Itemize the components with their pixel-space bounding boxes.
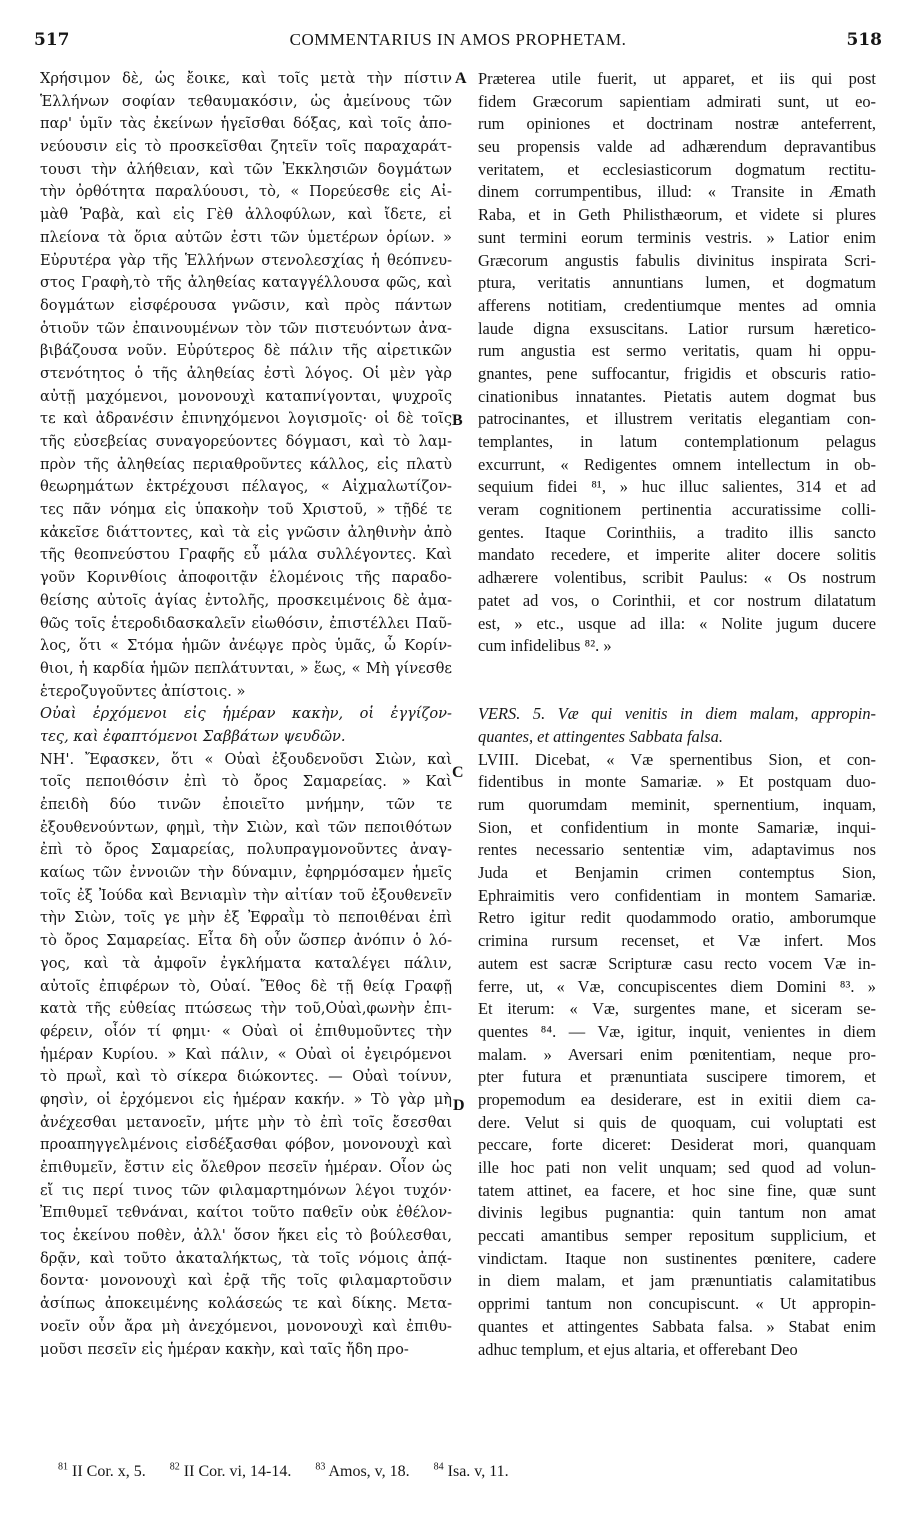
latin-text-line: rum quorumdam meminit, spernentium, inquam, [478,795,876,814]
page-number-right: 518 [846,30,882,50]
greek-text-line: νοεῖν οὖν ἄρα μὴ ἀνεχόμενοι, μονονουχὶ καὶ ἐπιθυ- [40,1317,452,1335]
latin-text-line: ille hoc pati non velit unquam; sed quod ad volun- [478,1158,876,1177]
latin-text-line: peccare, forte diceret: Desiderat mori, quanquam [478,1135,876,1155]
greek-text-line: κατὰ τῆς εὐθείας πτώσεως τὴν τοῦ,Οὐαὶ,φωνὴν ἐπι- [40,1000,452,1018]
section-marker-a: A [455,70,467,87]
greek-text-line: ἐξουθενούντων, φημὶ, τὴν Σιὼν, καὶ τῶν πεποιθότων [40,818,452,836]
greek-text-line: ἐπειδὴ δύο τινῶν ἐποιεῖτο μνήμην, τῶν τε [40,796,452,813]
greek-text-line: Χρήσιμον δὲ, ὡς ἔοικε, καὶ τοῖς μετὰ τὴν πίστιν [40,70,452,87]
greek-text-line: κἀκεῖσε διάττοντες, καὶ τὰ εἰς γνῶσιν ἀληθινὴν ἀπὸ [40,523,452,541]
latin-text-line: propemodum ea desiderare, est in exitii diem ca- [478,1089,876,1109]
latin-text-line: dere. Velut si quis de quoquam, cui voluptati est [478,1112,876,1132]
greek-text-line: Εὐρυτέρα γὰρ τῆς Ἑλλήνων στενολεσχίας ἡ θεόπνευ- [40,251,452,269]
latin-text-line: vindictam. Itaque non sustinentes pœnitere, cadere [478,1248,876,1268]
latin-text-line: adhærere volentibus, scribit Paulus: « Os nostrum [478,568,876,588]
greek-text-line: ἐπιθυμεῖν, ἔστιν εἰς ὄλεθρον πεσεῖν ἡμέραν. Οἷον ὡς [40,1159,452,1176]
footnote-reference: II Cor. x, 5. [72,1463,146,1481]
greek-text-line: Ἐπιθυμεῖ τεθνάναι, καίτοι τοῦτο παθεῖν οὐκ ἐθέλον- [40,1204,452,1222]
latin-text-line: seu propensis valde ad adhærendum depravantibus [478,137,876,157]
latin-text-line: est, » etc., usque ad illa: « Nolite jugum ducere [478,613,876,633]
greek-text-line: τῆς θεοπνεύστου Γραφῆς εὖ μάλα συλλέγοντες. Καὶ [40,546,452,564]
latin-text-line: opprimi tantum non concupiscunt. « Ut appropin- [478,1294,876,1314]
greek-text-line: νεύουσιν εἰς τὸ προσκεῖσθαι ζητεῖν τοῖς παραχαράτ- [40,138,452,156]
latin-text-line: fidentibus in monte Samariæ. » Et postquam duo- [478,772,876,792]
latin-text-line: pter futura et prænuntiata suscipere timorem, et [478,1067,876,1087]
latin-text-line: ptura, veritatis annuntians lumen, et dogmatum [478,273,876,293]
greek-text-line: λος, ὅτι « Στόμα ἡμῶν ἀνέῳγε πρὸς ὑμᾶς, ὦ Κορίν- [40,637,452,655]
latin-text-line: quantes, et attingentes Sabbata falsa. [478,726,723,746]
page-number-left: 517 [34,30,70,50]
greek-text-line: θιοι, ἡ καρδία ἡμῶν πεπλάτυνται, » ἕως, « Μὴ γίνεσθε [40,659,452,677]
latin-text-line: in diem malam, et jam prænuntiatis calamitatibus [478,1271,876,1291]
latin-text-line: rum angustia est sermo veritatis, quam hi oppu- [478,341,876,361]
footnote-number: 84 [433,1462,444,1473]
latin-text-line: Et iterum: « Væ, surgentes mane, et siceram se- [478,999,876,1019]
latin-text-line: dinem corrumpentibus, illud: « Transite in Æmath [478,182,876,202]
latin-text-line: veritatem, et ecclesiasticorum dogmatum rectitu- [478,159,876,179]
latin-text-line: Ephraimitis vero confidentiam in montem Samariæ. [478,885,876,905]
latin-text-line: templantes, in latum contemplationum pelagus [478,432,876,451]
latin-text-line: gentes. Itaque Corinthiis, a tradito illis sancto [478,522,876,542]
greek-text-line: τε καὶ ἀδρανέσιν ἐπινηχόμενοι λογισμοῖς· οἱ δὲ τοῖς [40,410,452,428]
greek-text-line: τουσι τὴν ἀλήθειαν, καὶ τῶν Ἐκκλησιῶν δογμάτων [40,160,452,178]
greek-text-line: ὁτιοῦν τῶν ἐπαινουμένων τὸν τῶν πιστευόντων ἀνα- [40,319,452,337]
latin-text-line: Præterea utile fuerit, ut apparet, et iis qui post [478,69,876,88]
latin-text-line: malam. » Aversari enim pœnitentiam, neque pro- [478,1044,876,1064]
greek-text-line: θῶς τοῖς ἑτεροδιδασκαλεῖν εἰωθόσιν, ἐπιστέλλει Παῦ- [40,614,452,632]
latin-text-line: adhuc templum, et ejus altaria, et offerebant Deo [478,1339,798,1359]
latin-text-line: ferre, ut, « Væ, concupiscentes diem Domini ⁸³. » [478,976,876,996]
latin-text-line: LVIII. Dicebat, « Væ spernentibus Sion, et con- [478,749,876,769]
latin-text-line: rentes necessario sententiæ vim, adaptavimus nos [478,840,876,860]
latin-text-line: sequium fidei ⁸¹, » huc illuc salientes, 314 et ad [478,477,876,497]
footnote-reference: Isa. v, 11. [447,1463,509,1481]
latin-text-line: Juda et Benjamin crimen contemptus Sion, [478,863,876,883]
latin-text-line: rum opiniones et doctrinam nostræ anteferrent, [478,114,876,134]
latin-text-line: excurrunt, « Redigentes omnem intellectum in ob- [478,454,876,474]
greek-text-line: προαπηγγελμένοις εἰσδέξασθαι φόβον, μονονουχὶ καὶ [40,1136,452,1154]
footnotes [58,1462,878,1481]
greek-text-line: θείσης αὐτοῖς ἁγίας ἐντολῆς, προσκειμένοις δὲ ἀμα- [40,591,452,609]
greek-text-line: φησὶν, οἱ ἐρχόμενοι εἰς ἡμέραν κακήν. » Τὸ γὰρ μὴ [40,1090,452,1108]
running-title: COMMENTARIUS IN AMOS PROPHETAM. [289,30,627,49]
latin-text-line: sunt termini eorum terminis vestris. » Latior enim [478,227,876,247]
latin-text-line: patrocinantes, et illustrem veritatis elegantiam con- [478,409,876,429]
section-marker-b: B [452,412,463,429]
greek-text-line: τες πᾶν νόημα εἰς ὑπακοὴν τοῦ Χριστοῦ, » τῇδέ τε [40,501,452,519]
latin-text-line: cinationibus innatantes. Pietatis autem dogmat bus [478,386,876,406]
footnote-number: 83 [315,1462,326,1473]
greek-text-line: βιβάζουσα νοῦν. Εὐρύτερος δὲ πάλιν τῆς αἱρετικῶν [40,342,452,360]
latin-text-line: quentes ⁸⁴. — Væ, igitur, inquit, venientes in diem [478,1021,876,1041]
running-header [30,30,886,56]
footnote-number: 82 [169,1462,180,1473]
greek-text-line: τὴν Σιὼν, τοῖς γε μὴν ἐξ Ἐφραῒμ τὸ πεποιθέναι ἐπὶ [40,909,452,927]
greek-text-line: τες, καὶ ἐφαπτόμενοι Σαββάτων ψευδῶν. [40,727,346,745]
greek-text-line: ἡμέραν Κυρίου. » Καὶ πάλιν, « Οὐαὶ οἱ ἐγειρόμενοι [40,1045,452,1063]
latin-text-line: Retro igitur redit quodammodo oratio, amborumque [478,908,876,928]
greek-text-line: ἀνέχεσθαι μετανοεῖν, μήτε μὴν τὸ ἐπὶ τοῖς ἔσεσθαι [40,1113,452,1131]
greek-text-line: καίως τῶν ἐννοιῶν τὴν δύναμιν, ἐφηρμόσαμεν ἡμεῖς [40,864,452,882]
greek-text-line: τοῖς πεποιθόσιν ἐπὶ τὸ ὄρος Σαμαρείας. » Καὶ [40,773,452,791]
footnote [434,1463,509,1480]
latin-text-line: afferens notitiam, credentiumque mentes ad omnia [478,295,876,315]
latin-text-line: cum infidelibus ⁸². » [478,636,612,656]
greek-text-line: πλείονα τὰ ὅρια αὐτῶν ἐστι τῶν ὑμετέρων ὁρίων. » [40,228,452,246]
greek-text-line: μὰθ Ῥαβὰ, καὶ εἰς Γὲθ ἀλλοφύλων, καὶ ἴδετε, εἰ [40,206,452,224]
greek-text-line: ΝΗ'. Ἔφασκεν, ὅτι « Οὐαὶ ἐξουδενοῦσι Σιὼν, καὶ [40,750,452,768]
greek-text-line: τοῖς ἐξ Ἰούδα καὶ Βενιαμὶν τὴν αἰτίαν τοῦ ἐξουθενεῖν [40,886,452,904]
greek-text-line: δρᾷν, καὶ τοῦτο ἀκαταλήκτως, τὰ τοῖς νόμοις ἀπᾴ- [40,1249,452,1267]
greek-text-line: φέρειν, οἷόν τί φημι· « Οὐαὶ οἱ ἐπιθυμοῦντες τὴν [40,1022,452,1040]
greek-text-line: παρ' ὑμῖν τὰς ἐκείνων ἡγεῖσθαι δόξας, καὶ τοῖς ἀπο- [40,115,452,133]
greek-text-line: τος ἐκείνου ποθὲν, ἀλλ' ὅσον ἥκει εἰς τὸ βούλεσθαι, [40,1227,452,1245]
latin-text-line: Raba, et in Geth Philisthæorum, et videte si plures [478,205,876,225]
section-marker-c: C [452,764,464,781]
latin-column [478,68,876,1361]
greek-text-line: αὐτῇ μαχόμενοι, μονονουχὶ καταπνίγονται, ψυχροῖς [40,387,452,405]
greek-text-line: μοῦσι πεσεῖν εἰς ἡμέραν κακὴν, καὶ ταῖς ἤδη προ- [40,1340,409,1358]
greek-text-line: Οὐαὶ ἐρχόμενοι εἰς ἡμέραν κακὴν, οἱ ἐγγίζον- [40,705,452,723]
greek-text-line: γος, καὶ τὰ ἀμφοῖν ἐγκλήματα καταλέγει πάλιν, [40,954,452,972]
latin-text-line: tatem attinet, ea facere, et hoc sine fine, quæ sunt [478,1180,876,1200]
latin-text-line: crimina rursum recenset, et Væ infert. Mos [478,931,876,951]
latin-text-line: quantes et attingentes Sabbata falsa. » Stabat enim [478,1316,876,1336]
latin-text-line: mandato recedere, et imperite aliter docere solitis [478,545,876,565]
latin-text-line: fidem Græcorum sapientiam admirati sunt, ut eo- [478,91,876,111]
greek-text-line: τῆς εὐσεβείας συναγορεύοντες δόγμασι, καὶ τὸ λαμ- [40,433,452,450]
greek-column [40,68,452,1361]
latin-text-line: patet ad vos, o Corinthii, et cor nostrum dilatatum [478,590,876,610]
greek-text-line: αὐτοῖς ἐπιφέρων τὸ, Οὐαί. Ἔθος δὲ τῇ θείᾳ Γραφῇ [40,977,452,995]
greek-text-line: θεωρημάτων ἐκτρέχουσι πέλαγος, « Αἰχμαλωτίζον- [40,478,452,496]
footnote-reference: II Cor. vi, 14-14. [183,1463,292,1481]
footnote [170,1463,292,1480]
greek-text-line: τὴν ὀρθότητα παραλύουσι, τὸ, « Πορεύεσθε εἰς Αἰ- [40,183,452,201]
latin-text-line: autem est sacræ Scripturæ casu recto vocem Væ in- [478,953,876,973]
greek-text-line: στενότητος ὁ τῆς ἀληθείας ἐστὶ λόγος. Οἱ μὲν γὰρ [40,364,452,382]
greek-text-line: εἴ τις περί τινος τῶν φιλαμαρτημόνων λέγοι τυχόν· [40,1181,452,1199]
greek-text-line: ἐπὶ τὸ ὄρος Σαμαρείας, πολυπραγμονοῦντες ἀναγ- [40,841,452,859]
greek-text-line: ἀσίπως ἀποκειμένης κολάσεώς τε καὶ δίκης. Μετα- [40,1295,452,1313]
footnote [315,1463,409,1480]
latin-text-line [478,681,876,704]
footnote-number: 81 [58,1462,68,1473]
section-marker-d: D [453,1097,465,1114]
latin-text-line [478,658,876,681]
greek-text-line: τὸ ὄρος Σαμαρείας. Εἶτα δὴ οὖν ὥσπερ ἀνόπιν ὁ λό- [40,932,452,950]
greek-text-line: δογμάτων εἰσφέρουσα γνῶσιν, καὶ πρὸς πάντων [40,296,452,314]
latin-text-line: laude digna exsuscitans. Latior rursum hæretico- [478,318,876,338]
greek-text-line: ἑτεροζυγοῦντες ἀπίστοις. » [40,682,246,700]
greek-text-line: στος Γραφὴ,τὸ τῆς ἀληθείας καταγγέλλουσα φῶς, καὶ [40,274,452,292]
latin-text-line: Sion, et confidentium in monte Samariæ, inqui- [478,817,876,837]
greek-text-line: δοντα· μονονουχὶ καὶ ἐρᾷ τῆς τοῖς φιλαμαρτοῦσιν [40,1272,452,1290]
greek-text-line: γοῦν Κορινθίοις ἀποφοιτᾷν ἑλομένοις τῆς παραδο- [40,569,452,587]
footnote [58,1463,146,1480]
latin-text-line: veram cognitionem pertinentia accuratissime colli- [478,500,876,520]
greek-text-line: Ἑλλήνων σοφίαν τεθαυμακόσιν, ὡς ἀμείνους τῶν [40,92,452,110]
greek-text-line: τὸ πρωῒ, καὶ τὸ σίκερα διώκοντες. — Οὐαὶ τοίνυν, [40,1068,452,1086]
latin-text-line: divinis legibus pugnantia: quin tantum non amat [478,1203,876,1223]
latin-text-line: gnantes, pene suffocantur, frigidis et obscuris ratio- [478,363,876,383]
footnote-reference: Amos, v, 18. [328,1463,410,1481]
latin-text-line: VERS. 5. Væ qui venitis in diem malam, appropin- [478,704,876,724]
greek-text-line: πρὸν τῆς ἀληθείας περιαθροῦντες κάλλος, εἰς πλατὺ [40,455,452,473]
latin-text-line: Græcorum angustis fabulis divinitus inspirata Scri- [478,250,876,270]
latin-text-line: peccati amantibus semper repositum supplicium, et [478,1226,876,1246]
